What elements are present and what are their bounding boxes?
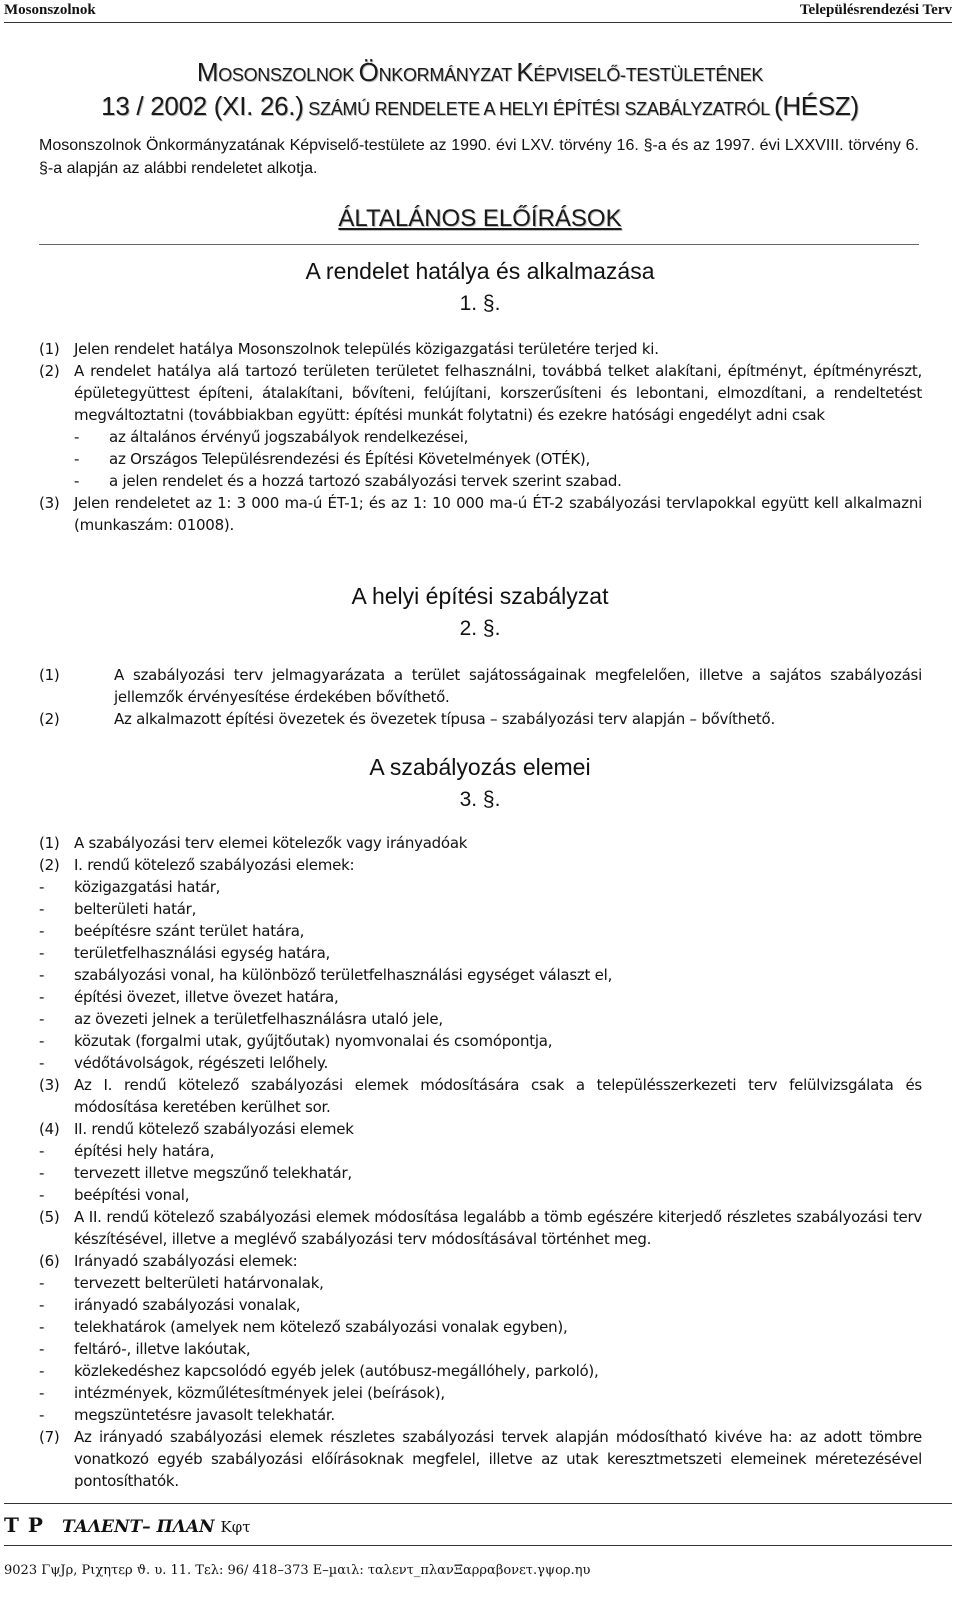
paragraph-number: (1)	[39, 834, 60, 852]
paragraph-text: A II. rendű kötelező szabályozási elemek módosítása legalább a tömb egészére kiterjedő részletes szabályozási terv készítésével, illetve a meglévő szabályozási terv módosításával történhet meg.	[74, 1208, 922, 1248]
paragraph-text: Az irányadó szabályozási elemek részletes szabályozási tervek alapján módosítható kivéve ha: az adott tömbre vonatkozó egyéb szabályozási előírásoknak megfelel, illetve az utak keresztmetszeti elemeinek méretezésével pontosíthatók.	[74, 1428, 922, 1490]
paragraph-number: (3)	[39, 1076, 60, 1094]
list-item: - közlekedéshez kapcsolódó egyéb jelek (autóbusz-megállóhely, parkoló),	[39, 1362, 599, 1380]
section-2-body	[39, 664, 922, 730]
section-1-body	[39, 338, 922, 536]
section-1-number: 1. §.	[459, 292, 501, 315]
paragraph	[39, 360, 922, 492]
footer-rule-2	[4, 1545, 952, 1546]
paragraph-number: (4)	[39, 1120, 60, 1138]
header-left: Mosonszolnok	[4, 2, 96, 18]
paragraph-text: Az I. rendű kötelező szabályozási elemek módosítására csak a településszerkezeti terv felülvizsgálata és módosítása keretében kerülhet sor.	[74, 1076, 922, 1116]
list-item: - védőtávolságok, régészeti lelőhely.	[39, 1054, 328, 1072]
paragraph	[39, 1118, 922, 1140]
paragraph-number: (6)	[39, 1252, 60, 1270]
paragraph-text: Irányadó szabályozási elemek:	[74, 1252, 298, 1270]
paragraph-number: (3)	[39, 494, 60, 512]
paragraph-text: I. rendű kötelező szabályozási elemek:	[74, 856, 355, 874]
company-name: ΤΑΛΕΝΤ– ΠΛΑΝ Κφτ	[62, 1517, 251, 1537]
list-item: - beépítésre szánt terület határa,	[39, 922, 305, 940]
running-header	[0, 0, 960, 24]
paragraph	[39, 1206, 922, 1250]
paragraph-number: (7)	[39, 1428, 60, 1446]
paragraph-text: Jelen rendeletet az 1: 3 000 ma-ú ÉT-1; és az 1: 10 000 ma-ú ÉT-2 szabályozási tervlapokkal együtt kell alkalmazni (munkaszám: 01008).	[74, 494, 922, 534]
page-footer	[0, 1503, 960, 1620]
list-item: - tervezett illetve megszűnő telekhatár,	[39, 1164, 352, 1182]
paragraph-number: (2)	[39, 362, 60, 380]
paragraph-number: (1)	[39, 666, 60, 684]
paragraph	[39, 1074, 922, 1118]
paragraph	[39, 1250, 922, 1272]
list-item: - építési hely határa,	[39, 1142, 215, 1160]
paragraph-text: Jelen rendelet hatálya Mosonszolnok település közigazgatási területére terjed ki.	[74, 340, 659, 358]
paragraph	[39, 492, 922, 536]
paragraph	[39, 338, 922, 360]
main-section-heading: ÁLTALÁNOS ELŐÍRÁSOK	[338, 205, 622, 232]
section-3-number: 3. §.	[459, 788, 501, 811]
section-2-heading: A helyi építési szabályzat	[351, 583, 609, 609]
list-item: - intézmények, közműlétesítmények jelei (beírások),	[39, 1384, 445, 1402]
paragraph-text: A rendelet hatálya alá tartozó területen területet felhasználni, továbbá telket alakítani, építményt, építményrészt, épületegyüttest építeni, átalakítani, bővíteni, felújítani, korszerűsíteni és lebontani, elmozdítani, a rendeltetést megváltoztatni (továbbiakban együtt: építési munkát folytatni) és ezekre hatósági engedélyt adni csak	[74, 362, 922, 424]
list-item: - építési övezet, illetve övezet határa,	[39, 988, 339, 1006]
list-item: - az általános érvényű jogszabályok rendelkezései,	[74, 428, 469, 446]
paragraph-text: II. rendű kötelező szabályozási elemek	[74, 1120, 354, 1138]
section-2-number: 2. §.	[459, 617, 501, 640]
paragraph-number: (2)	[39, 856, 60, 874]
list-item: - telekhatárok (amelyek nem kötelező szabályozási vonalak egyben),	[39, 1318, 568, 1336]
list-item: - szabályozási vonal, ha különböző területfelhasználási egységet választ el,	[39, 966, 613, 984]
paragraph-number: (1)	[39, 340, 60, 358]
header-right: Településrendezési Terv	[799, 2, 952, 18]
paragraph	[39, 1426, 922, 1492]
header-rule	[4, 22, 952, 23]
paragraph	[39, 832, 922, 854]
paragraph-number: (2)	[39, 710, 60, 728]
company-logo: T P	[4, 1513, 44, 1537]
paragraph-text: A szabályozási terv elemei kötelezők vagy irányadóak	[74, 834, 468, 852]
intro-paragraph: Mosonszolnok Önkormányzatának Képviselő-testülete az 1990. évi LXV. törvény 16. §-a és az 1997. évi LXXVIII. törvény 6. §-a alapján az alábbi rendeletet alkotja.	[39, 137, 919, 177]
list-item: - területfelhasználási egység határa,	[39, 944, 331, 962]
paragraph	[39, 708, 922, 730]
list-item: - belterületi határ,	[39, 900, 197, 918]
list-item: - beépítési vonal,	[39, 1186, 190, 1204]
paragraph	[39, 854, 922, 876]
paragraph	[39, 664, 922, 708]
list-item: - közutak (forgalmi utak, gyűjtőutak) nyomvonalai és csomópontja,	[39, 1032, 553, 1050]
paragraph-text: A szabályozási terv jelmagyarázata a terület sajátosságainak megfelelően, illetve a sajátos szabályozási jellemzők érvényesítése érdekében bővíthető.	[114, 666, 922, 706]
list-item: - a jelen rendelet és a hozzá tartozó szabályozási tervek szerint szabad.	[74, 472, 622, 490]
list-item: - feltáró-, illetve lakóutak,	[39, 1340, 251, 1358]
section-1-heading: A rendelet hatálya és alkalmazása	[305, 258, 655, 284]
section-3-heading: A szabályozás elemei	[369, 754, 591, 780]
paragraph-text: Az alkalmazott építési övezetek és övezetek típusa – szabályozási terv alapján – bővíthető.	[114, 710, 776, 728]
list-item: - tervezett belterületi határvonalak,	[39, 1274, 324, 1292]
paragraph-number: (5)	[39, 1208, 60, 1226]
company-address: 9023 ΓψJρ, Ριχητερ ϑ. υ. 11. Τελ: 96/ 418–373 Ε–µαιλ: ταλεντ_πλανΞαρραβονετ.γψορ.ηυ	[4, 1563, 591, 1578]
section-rule	[39, 244, 919, 245]
footer-rule	[4, 1503, 952, 1504]
list-item: - megszüntetésre javasolt telekhatár.	[39, 1406, 335, 1424]
list-item: - közigazgatási határ,	[39, 878, 221, 896]
list-item: - az Országos Településrendezési és Építési Követelmények (OTÉK),	[74, 450, 591, 468]
section-3-body	[39, 832, 922, 1492]
list-item: - irányadó szabályozási vonalak,	[39, 1296, 301, 1314]
list-item: - az övezeti jelnek a területfelhasználásra utaló jele,	[39, 1010, 443, 1028]
document-title-line2: 13 / 2002 (XI. 26.) SZÁMÚ RENDELETE A HELYI ÉPÍTÉSI SZABÁLYZATRÓL (HÉSZ)	[101, 91, 859, 121]
document-title-line1: MOSONSZOLNOK ÖNKORMÁNYZAT KÉPVISELŐ-TESTÜLETÉNEK	[196, 57, 764, 87]
